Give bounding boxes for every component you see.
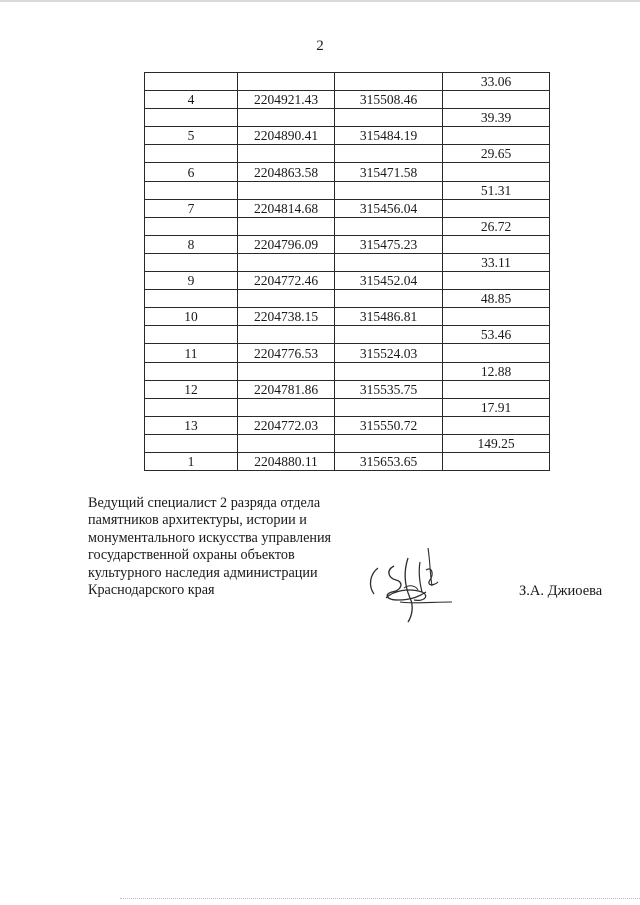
distance-cell — [443, 235, 550, 253]
table-row — [145, 163, 550, 181]
table-row — [145, 362, 550, 380]
position-line: государственной охраны объектов — [88, 547, 295, 564]
table-row — [145, 326, 550, 344]
x-coordinate-cell — [238, 253, 335, 271]
position-line: памятников архитектуры, истории и — [88, 512, 307, 529]
point-number-cell — [145, 253, 238, 271]
x-coordinate-cell — [238, 73, 335, 91]
distance-cell — [443, 344, 550, 362]
table-row — [145, 235, 550, 253]
x-coordinate-cell: 2204776.53 — [238, 344, 335, 362]
y-coordinate-cell: 315471.58 — [335, 163, 443, 181]
point-number-cell: 13 — [145, 416, 238, 434]
table-row — [145, 380, 550, 398]
y-coordinate-cell — [335, 181, 443, 199]
point-number-cell — [145, 145, 238, 163]
x-coordinate-cell — [238, 290, 335, 308]
distance-cell: 149.25 — [443, 434, 550, 452]
x-coordinate-cell: 2204890.41 — [238, 127, 335, 145]
y-coordinate-cell — [335, 253, 443, 271]
position-line: Ведущий специалист 2 разряда отдела — [88, 495, 321, 511]
x-coordinate-cell: 2204781.86 — [238, 380, 335, 398]
distance-cell — [443, 272, 550, 290]
point-number-cell: 4 — [145, 91, 238, 109]
y-coordinate-cell: 315653.65 — [335, 452, 443, 470]
distance-cell: 51.31 — [443, 181, 550, 199]
distance-cell: 12.88 — [443, 362, 550, 380]
point-number-cell: 11 — [145, 344, 238, 362]
y-coordinate-cell: 315456.04 — [335, 199, 443, 217]
table-row — [145, 145, 550, 163]
signer-name: З.А. Джиоева — [519, 583, 603, 599]
y-coordinate-cell: 315550.72 — [335, 416, 443, 434]
handwritten-signature — [364, 540, 456, 624]
distance-cell: 33.06 — [443, 73, 550, 91]
y-coordinate-cell: 315475.23 — [335, 235, 443, 253]
y-coordinate-cell — [335, 109, 443, 127]
distance-cell — [443, 163, 550, 181]
x-coordinate-cell: 2204772.03 — [238, 416, 335, 434]
position-line: Краснодарского края — [88, 582, 215, 599]
point-number-cell: 8 — [145, 235, 238, 253]
y-coordinate-cell: 315535.75 — [335, 380, 443, 398]
distance-cell: 17.91 — [443, 398, 550, 416]
y-coordinate-cell — [335, 362, 443, 380]
signatory-position — [88, 495, 358, 599]
coordinates-table-body — [145, 73, 550, 471]
point-number-cell — [145, 73, 238, 91]
point-number-cell: 6 — [145, 163, 238, 181]
distance-cell: 29.65 — [443, 145, 550, 163]
top-edge-rule — [0, 0, 640, 2]
position-line: культурного наследия администрации — [88, 564, 318, 581]
distance-cell — [443, 380, 550, 398]
y-coordinate-cell — [335, 217, 443, 235]
table-row — [145, 272, 550, 290]
point-number-cell — [145, 362, 238, 380]
x-coordinate-cell: 2204880.11 — [238, 452, 335, 470]
y-coordinate-cell: 315486.81 — [335, 308, 443, 326]
x-coordinate-cell: 2204796.09 — [238, 235, 335, 253]
y-coordinate-cell: 315484.19 — [335, 127, 443, 145]
y-coordinate-cell — [335, 398, 443, 416]
point-number-cell — [145, 290, 238, 308]
y-coordinate-cell — [335, 434, 443, 452]
table-row — [145, 398, 550, 416]
table-row — [145, 290, 550, 308]
table-row — [145, 199, 550, 217]
distance-cell: 53.46 — [443, 326, 550, 344]
page-number: 2 — [316, 38, 324, 54]
y-coordinate-cell — [335, 145, 443, 163]
x-coordinate-cell: 2204738.15 — [238, 308, 335, 326]
point-number-cell — [145, 109, 238, 127]
coordinates-table — [144, 72, 550, 471]
table-row — [145, 181, 550, 199]
table-row — [145, 416, 550, 434]
y-coordinate-cell — [335, 73, 443, 91]
y-coordinate-cell: 315452.04 — [335, 272, 443, 290]
table-row — [145, 217, 550, 235]
point-number-cell: 12 — [145, 380, 238, 398]
point-number-cell: 10 — [145, 308, 238, 326]
distance-cell: 33.11 — [443, 253, 550, 271]
x-coordinate-cell — [238, 362, 335, 380]
y-coordinate-cell — [335, 290, 443, 308]
point-number-cell — [145, 181, 238, 199]
distance-cell — [443, 199, 550, 217]
table-row — [145, 452, 550, 470]
table-row — [145, 91, 550, 109]
x-coordinate-cell — [238, 145, 335, 163]
distance-cell — [443, 127, 550, 145]
y-coordinate-cell: 315524.03 — [335, 344, 443, 362]
x-coordinate-cell — [238, 326, 335, 344]
distance-cell: 39.39 — [443, 109, 550, 127]
point-number-cell: 5 — [145, 127, 238, 145]
distance-cell: 26.72 — [443, 217, 550, 235]
point-number-cell: 1 — [145, 452, 238, 470]
distance-cell — [443, 308, 550, 326]
table-row — [145, 344, 550, 362]
table-row — [145, 127, 550, 145]
point-number-cell — [145, 398, 238, 416]
y-coordinate-cell — [335, 326, 443, 344]
x-coordinate-cell: 2204863.58 — [238, 163, 335, 181]
point-number-cell — [145, 434, 238, 452]
table-row — [145, 109, 550, 127]
y-coordinate-cell: 315508.46 — [335, 91, 443, 109]
x-coordinate-cell — [238, 181, 335, 199]
table-row — [145, 308, 550, 326]
table-row — [145, 434, 550, 452]
distance-cell — [443, 91, 550, 109]
x-coordinate-cell — [238, 109, 335, 127]
point-number-cell: 7 — [145, 199, 238, 217]
x-coordinate-cell: 2204772.46 — [238, 272, 335, 290]
point-number-cell — [145, 217, 238, 235]
x-coordinate-cell: 2204814.68 — [238, 199, 335, 217]
point-number-cell — [145, 326, 238, 344]
table-row — [145, 253, 550, 271]
distance-cell: 48.85 — [443, 290, 550, 308]
x-coordinate-cell: 2204921.43 — [238, 91, 335, 109]
point-number-cell: 9 — [145, 272, 238, 290]
position-line: монументального искусства управления — [88, 529, 332, 546]
distance-cell — [443, 452, 550, 470]
x-coordinate-cell — [238, 398, 335, 416]
distance-cell — [443, 416, 550, 434]
table-row — [145, 73, 550, 91]
x-coordinate-cell — [238, 217, 335, 235]
bottom-edge-rule — [120, 898, 640, 900]
x-coordinate-cell — [238, 434, 335, 452]
